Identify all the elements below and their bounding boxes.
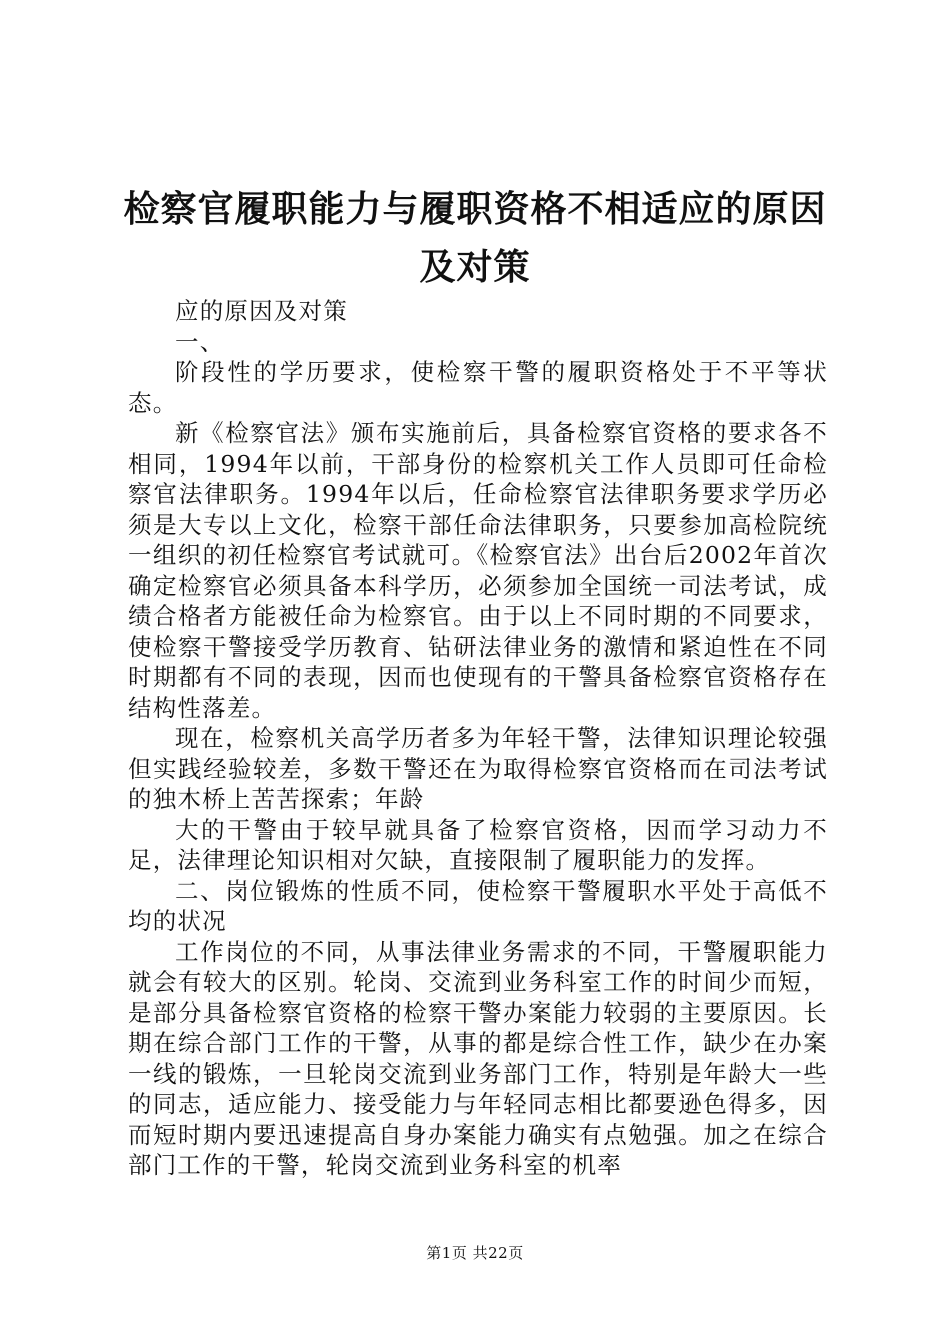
paragraph: 应的原因及对策 — [175, 297, 348, 325]
paragraph: 新《检察官法》颁布实施前后，具备检察官资格的要求各不相同，1994年以前，干部身份的检察机关工作人员即可任命检察官法律职务。1994年以后，任命检察官法律职务要求学历必须是大专以上文化，检察干部任命法律职务，只要参加高检院统一组织的初任检察官考试就可。《检察官法》出台后2002年首次确定检察官必须具备本科学历，必须参加全国统一司法考试，成绩合格者方能被任命为检察官。由于以上不同时期的不同要求，使检察干警接受学历教育、钻研法律业务的激情和紧迫性在不同时期都有不同的表现，因而也使现有的干警具备检察官资格存在结构性落差。 — [128, 419, 828, 722]
paragraph: 工作岗位的不同，从事法律业务需求的不同，干警履职能力就会有较大的区别。轮岗、交流到业务科室工作的时间少而短，是部分具备检察官资格的检察干警办案能力较弱的主要原因。长期在综合部门工作的干警，从事的都是综合性工作，缺少在办案一线的锻炼，一旦轮岗交流到业务部门工作，特别是年龄大一些的同志，适应能力、接受能力与年轻同志相比都要逊色得多，因而短时期内要迅速提高自身办案能力确实有点勉强。加之在综合部门工作的干警，轮岗交流到业务科室的机率 — [128, 937, 828, 1179]
paragraph: 二、岗位锻炼的性质不同，使检察干警履职水平处于高低不均的状况 — [128, 876, 828, 935]
paragraph: 大的干警由于较早就具备了检察官资格，因而学习动力不足，法律理论知识相对欠缺，直接限制了履职能力的发挥。 — [128, 815, 828, 874]
page-footer: 第1页 共22页 — [426, 1244, 524, 1262]
paragraph: 一、 — [175, 327, 225, 356]
document-body — [128, 296, 828, 1181]
paragraph: 阶段性的学历要求，使检察干警的履职资格处于不平等状态。 — [128, 358, 828, 417]
paragraph: 现在，检察机关高学历者多为年轻干警，法律知识理论较强但实践经验较差，多数干警还在为取得检察官资格而在司法考试的独木桥上苦苦探索；年龄 — [128, 724, 828, 813]
document-title: 检察官履职能力与履职资格不相适应的原因及对策 — [123, 188, 827, 288]
